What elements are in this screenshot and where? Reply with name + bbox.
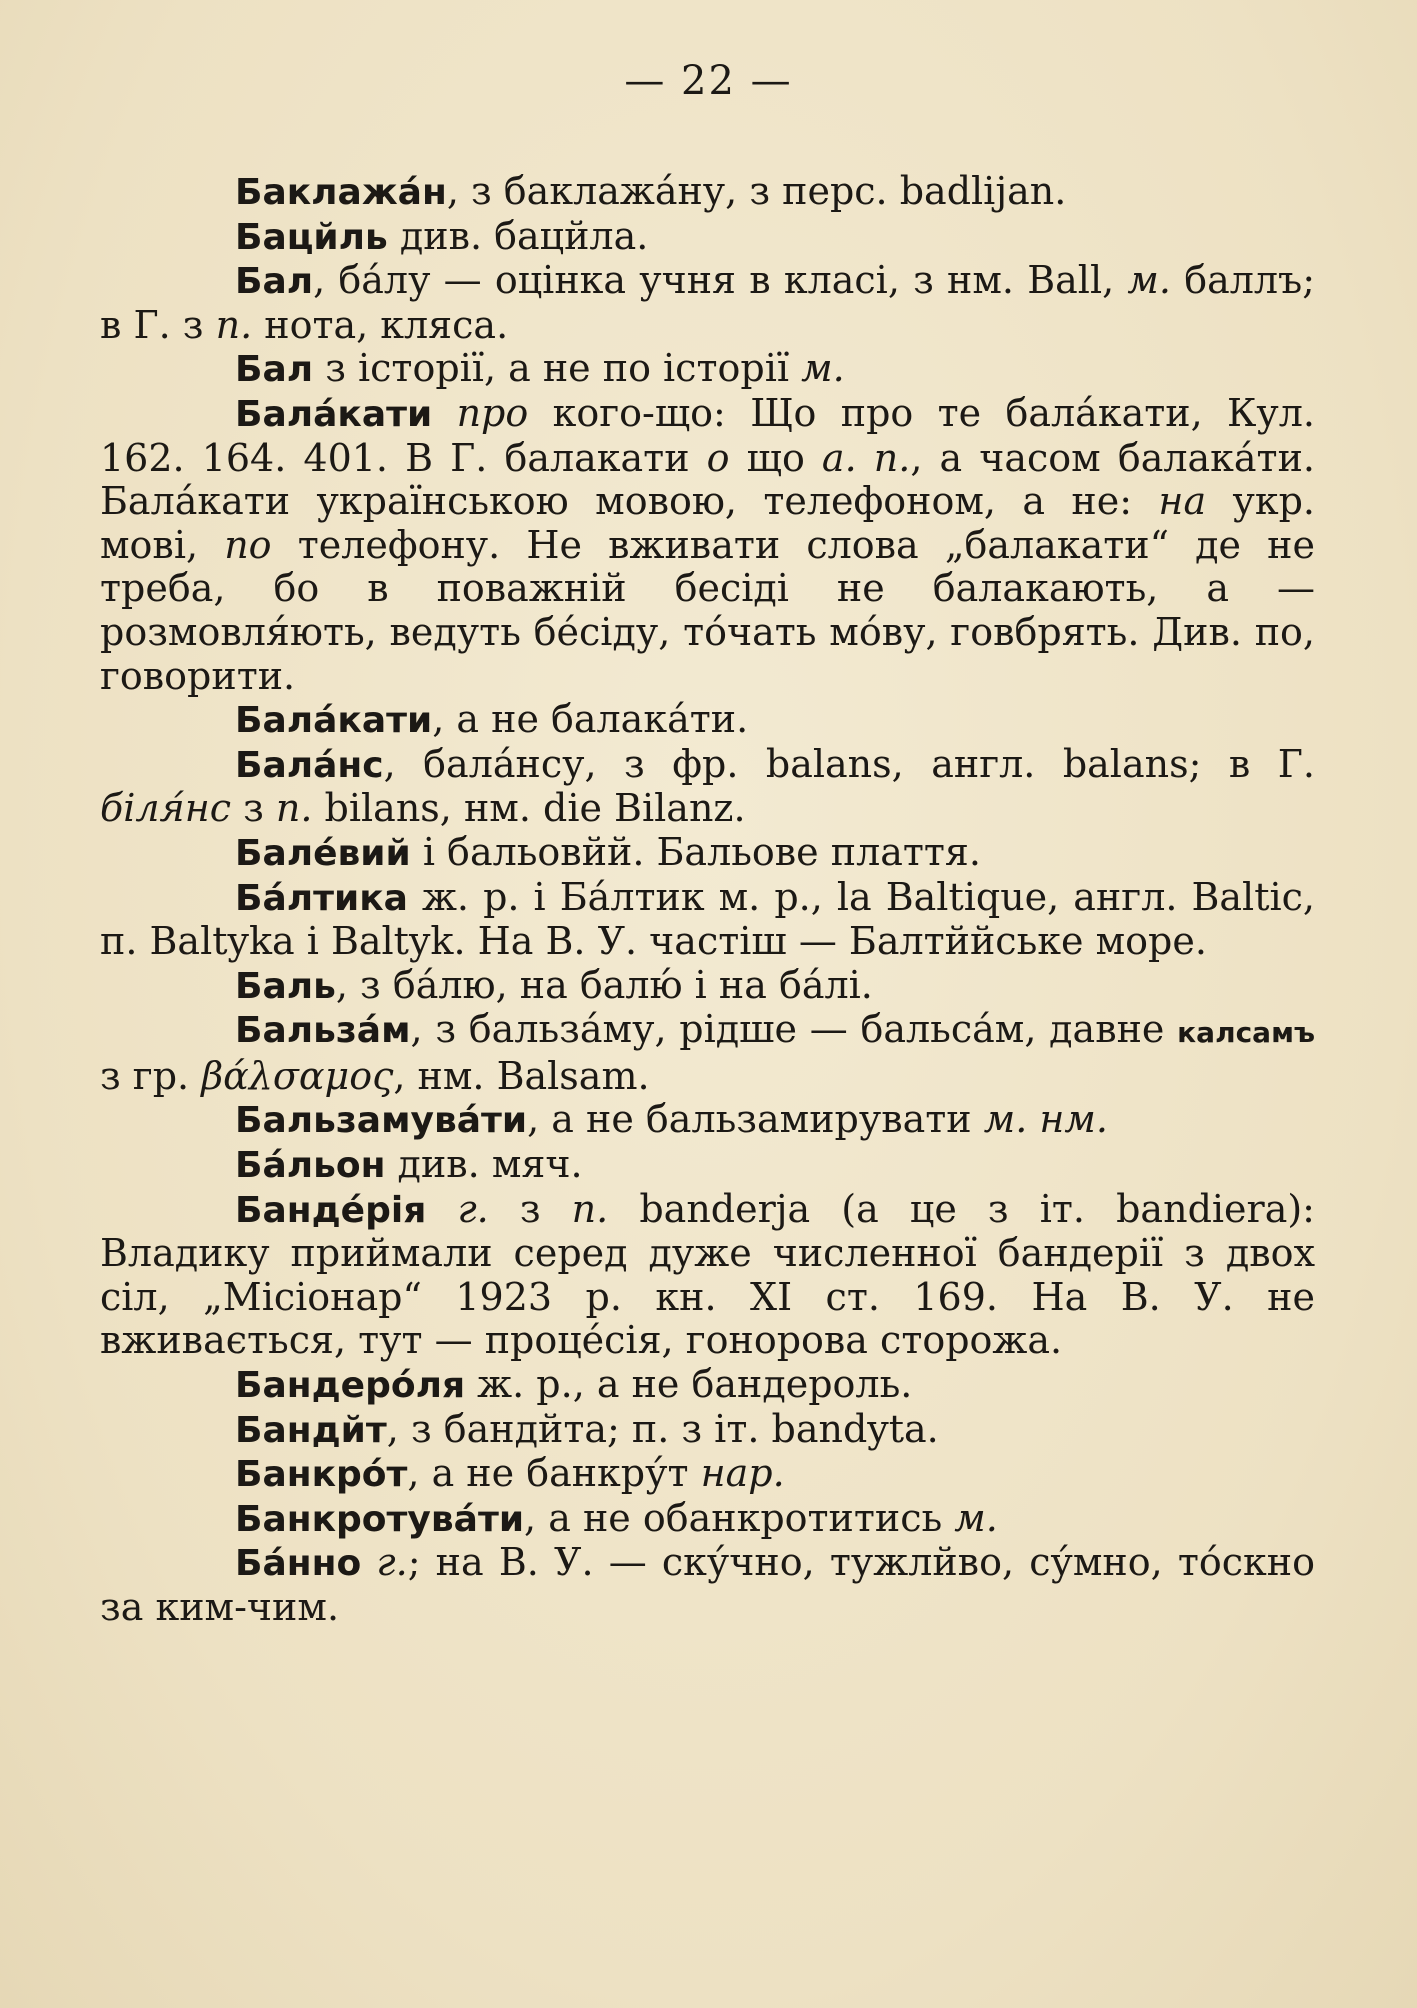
entry-body: ж. р., а не бандероль.: [465, 1362, 913, 1407]
abbr: м. нм.: [983, 1097, 1108, 1142]
entry-body: ; на В. У. — ску́чно, тужлйво, су́мно, то́скно за ким-чим.: [100, 1540, 1315, 1629]
entry-body: і бальовйй. Бальове плаття.: [410, 829, 981, 874]
entry-baklazhan: [100, 170, 1315, 215]
entry-banderiya: [100, 1188, 1315, 1363]
abbr: а. п.: [821, 435, 911, 480]
entry-balzam: [100, 1008, 1315, 1098]
headword: Бале́вий: [235, 832, 411, 874]
headword: Бальзамува́ти: [235, 1100, 528, 1142]
entry-body: див. мяч.: [385, 1142, 583, 1187]
abbr: м.: [954, 1495, 998, 1540]
entry-balon: [100, 1143, 1315, 1188]
entry-body: з: [231, 786, 276, 831]
headword: Банкро́т: [235, 1454, 408, 1496]
entry-body: що: [729, 435, 822, 480]
old-form: калсамъ: [1177, 1016, 1315, 1050]
entry-balevyi: [100, 831, 1315, 876]
entry-body: , з баклажа́ну, з перс. badlijan.: [446, 169, 1067, 213]
entry-body: , нм. Balsam.: [393, 1053, 650, 1098]
entry-body: див. бацйла.: [387, 213, 649, 258]
headword: Баклажа́н: [235, 172, 447, 213]
entry-balzamuvaty: [100, 1098, 1315, 1143]
entry-body: , а часом балака́ти. Бала́кати українською мовою, телефоном, а не:: [100, 435, 1315, 524]
entry-body: ж. р. і Ба́лтик м. р., la Baltique, англ. Baltic, п. Baltyka і Baltyk. На В. У. частіш — Балтййське море.: [100, 874, 1315, 964]
variant: біля́нс: [100, 786, 232, 831]
entry-balakaty-stress: [100, 698, 1315, 743]
entry-body: телефону. Не вживати слова „балакати“ де не треба, бо в поважній бесіді не балакають, а — розмовля́ють, ведуть бе́сіду, то́чать мо́ву, говбрять. Див. по, говорити.: [100, 522, 1315, 698]
abbr: на: [1158, 479, 1207, 524]
entry-body: , а не обанкротитись: [524, 1495, 955, 1540]
abbr: про: [456, 390, 529, 435]
headword: Бандеро́ля: [235, 1365, 466, 1407]
entry-bankrot: [100, 1452, 1315, 1497]
entry-bal-1: [100, 259, 1315, 347]
abbr: г.: [376, 1540, 408, 1585]
abbr: м.: [1127, 258, 1171, 303]
spacer: [361, 1540, 376, 1584]
entry-bankrotuvaty: [100, 1497, 1315, 1542]
spacer: [432, 391, 456, 435]
headword: Ба́нно: [235, 1543, 362, 1585]
abbr: по: [224, 522, 272, 567]
headword: Бацйль: [235, 216, 388, 258]
headword: Бал: [235, 349, 314, 391]
abbr: нар.: [700, 1451, 785, 1496]
entry-body: , ба́лу — оцінка учня в класі, з нм. Ball,: [313, 258, 1128, 303]
entry-bandyt: [100, 1408, 1315, 1453]
headword: Бал: [235, 261, 314, 303]
abbr: п.: [215, 302, 253, 347]
entry-body: з історії, а не по історії: [313, 346, 802, 391]
abbr: п.: [275, 786, 313, 831]
entry-bal-3: [100, 964, 1315, 1009]
dictionary-text: [100, 170, 1315, 1630]
headword: Бала́кати: [235, 700, 433, 742]
entry-banno: [100, 1541, 1315, 1629]
entry-body: з гр.: [100, 1053, 202, 1098]
entry-bal-2: [100, 347, 1315, 392]
entry-body: , а не бальзамирувати: [527, 1097, 984, 1142]
headword: Бала́нс: [235, 744, 384, 786]
entry-balakaty: [100, 392, 1315, 698]
entry-body: bilans, нм. die Bilanz.: [312, 786, 746, 831]
entry-body: banderja (а це з іт. bandiera): Владику приймали серед дуже численної бандерії з двох сіл, „Місіонар“ 1923 р. кн. XI ст. 169. На В. У. не вживається, тут — проце́сія, гонорова сторожа.: [100, 1186, 1315, 1363]
entry-body: , з бальза́му, рідше — бальса́м, давне: [410, 1007, 1178, 1052]
headword: Ба́льон: [235, 1145, 386, 1187]
abbr: о: [706, 435, 730, 480]
abbr: п.: [571, 1186, 609, 1231]
entry-body-end: нота, кляса.: [252, 302, 509, 347]
abbr: м.: [801, 346, 845, 391]
greek-word: βάλσαμος: [201, 1053, 394, 1098]
headword: Банкротува́ти: [235, 1498, 525, 1540]
headword: Баль: [235, 965, 336, 1007]
headword: Ба́лтика: [235, 877, 408, 919]
entry-body: , бала́нсу, з фр. balans, англ. balans; в Г.: [383, 741, 1315, 786]
headword: Банде́рія: [235, 1189, 427, 1231]
abbr: г.: [457, 1186, 489, 1231]
spacer: [426, 1187, 457, 1231]
entry-body: , з ба́лю, на балю́ і на ба́лі.: [335, 962, 873, 1007]
entry-banderolya: [100, 1363, 1315, 1408]
page-number: — 22 —: [624, 58, 793, 104]
entry-body: , а не банкру́т: [407, 1451, 701, 1496]
entry-body: , а не балака́ти.: [432, 697, 749, 742]
entry-body: , з бандйта; п. з іт. bandyta.: [386, 1406, 939, 1451]
entry-batsyl: [100, 215, 1315, 260]
entry-body: кого-що: Що про те бала́кати, Кул. 162. 164. 401. В Г. балакати: [100, 390, 1315, 480]
entry-balans: [100, 743, 1315, 831]
entry-body: з: [488, 1186, 572, 1231]
entry-body-cont: баллъ; в Г. з: [100, 258, 1316, 347]
headword: Бальза́м: [235, 1010, 411, 1052]
entry-body: укр. мові,: [100, 479, 1316, 567]
entry-baltyka: [100, 876, 1315, 964]
headword: Бандйт: [235, 1409, 387, 1451]
headword: Бала́кати: [235, 393, 433, 435]
